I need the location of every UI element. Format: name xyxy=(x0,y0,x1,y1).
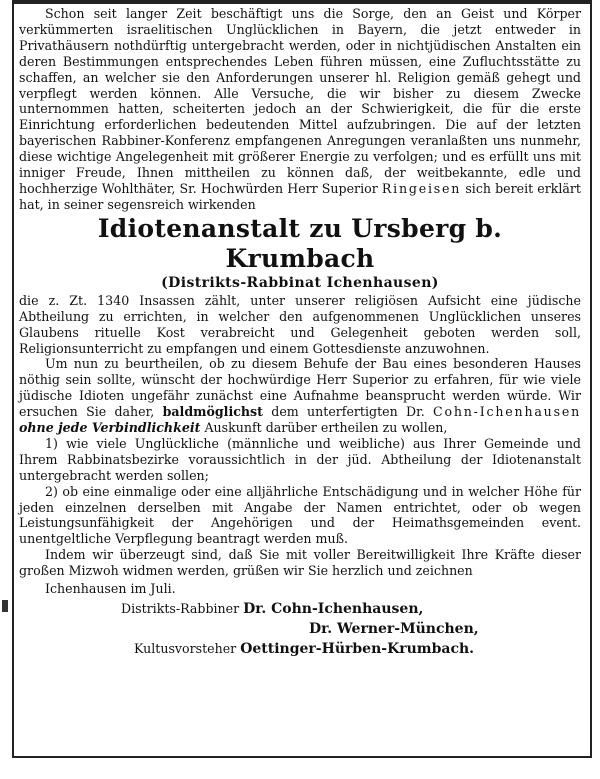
p2-emphasis-soon: baldmöglichst xyxy=(162,404,263,420)
notice-content xyxy=(19,6,581,659)
p2-text-c: dem unterfertigten Dr. xyxy=(262,404,434,420)
question-item-2: 2) ob eine einmalige oder eine alljährliche Entschädigung und in welcher Höhe für jeden einzelnen derselben mit Angabe der Namen entrichtet, oder ob wegen Leistungsunfähigkeit der Angehörigen und der Heimathsgemeinden event. unentgeltliche Verpflegung beantragt werden muß. xyxy=(19,483,581,547)
signature-line-1 xyxy=(19,599,581,619)
p2-rabbi-name: Cohn-Ichenhausen xyxy=(433,404,582,420)
signature-line-3 xyxy=(19,639,581,659)
p2-emphasis-no-obligation: ohne jede Verbindlichkeit xyxy=(19,420,201,436)
signer-oettinger: Oettinger-Hürben-Krumbach. xyxy=(240,641,475,658)
intro-paragraph xyxy=(19,6,581,213)
institution-subtitle: (Distrikts-Rabbinat Ichenhausen) xyxy=(161,274,439,291)
benefactor-name: Ringeisen xyxy=(381,180,462,196)
role-community-head: Kultusvorsteher xyxy=(134,641,241,657)
p2-text-f: Auskunft darüber ertheilen zu wollen, xyxy=(200,420,448,436)
intro-text-1: Schon seit langer Zeit beschäftigt uns die Sorge, den an Geist und Körper verkümmerten israelitischen Unglücklichen in Bayern, die jetzt entweder in Privathäusern nothdürftig untergebracht werden, oder in nichtjüdischen Anstalten ein deren Bestimmungen entsprechendes Leben führen müssen, eine Zufluchtsstätte zu schaffen, an welcher sie den Anforderungen unserer hl. Religion gemäß gehegt und verpflegt werden können. Alle Versuche, die wir bisher zu diesem Zwecke unternommen hatten, scheiterten jedoch an der Schwierigkeit, die für die erste Einrichtung erforderlichen bedeutenden Mittel aufzubringen. Die auf der letzten bayerischen Rabbiner-Konferenz empfangenen Anregungen veranlaßten uns nunmehr, diese wichtige Angelegenheit mit größerer Energie zu verfolgen; und es erfüllt uns mit inniger Freude, Ihnen mittheilen zu können daß, der weitbekannte, edle und hochherzige Wohlthäter, Sr. Hochwürden Herr Superior xyxy=(19,6,581,196)
signer-cohn: Dr. Cohn-Ichenhausen, xyxy=(243,601,424,618)
institution-title: Idiotenanstalt zu Ursberg b. Krumbach xyxy=(97,213,503,273)
closing-paragraph: Indem wir überzeugt sind, daß Sie mit voller Bereitwilligkeit Ihre Kräfte dieser großen Mizwoh widmen werden, grüßen wir Sie herzlich und zeichnen xyxy=(19,547,581,579)
question-item-1: 1) wie viele Unglückliche (männliche und weibliche) aus Ihrer Gemeinde und Ihrem Rabbinatsbezirke voraussichtlich in der jüd. Abtheilung der Idiotenanstalt untergebracht werden sollen; xyxy=(19,435,581,483)
signature-block xyxy=(19,579,581,659)
body-paragraph-1: die z. Zt. 1340 Insassen zählt, unter unserer religiösen Aufsicht eine jüdische Abtheilung zu errichten, in welcher den aufgenommenen Unglücklichen unseres Glaubens rituelle Kost verabreicht und Gelegenheit geboten werden soll, Religionsunterricht zu empfangen und einem Gottesdienste anzuwohnen. xyxy=(19,292,581,356)
bottom-rule xyxy=(12,756,592,758)
place-date: Ichenhausen im Juli. xyxy=(45,581,176,597)
p2-text-a: Um nun zu beurtheilen, ob zu diesem Behufe der Bau eines besonderen Hauses nöthig sein sollte, wünscht der hochwürdige Herr Superior zu erfahren, für wie viele jüdische Idioten ungefähr zunächst eine Aufnahme beansprucht werden würde. Wir ersuchen Sie daher, xyxy=(19,356,581,420)
signature-line-2 xyxy=(19,619,581,639)
signer-werner: Dr. Werner-München, xyxy=(309,621,479,638)
margin-mark xyxy=(2,600,8,612)
body-paragraph-2 xyxy=(19,356,581,436)
role-district-rabbi: Distrikts-Rabbiner xyxy=(121,601,244,617)
intro-text-2: sich bereit erklärt hat, in seiner segensreich wirkenden xyxy=(19,180,581,212)
